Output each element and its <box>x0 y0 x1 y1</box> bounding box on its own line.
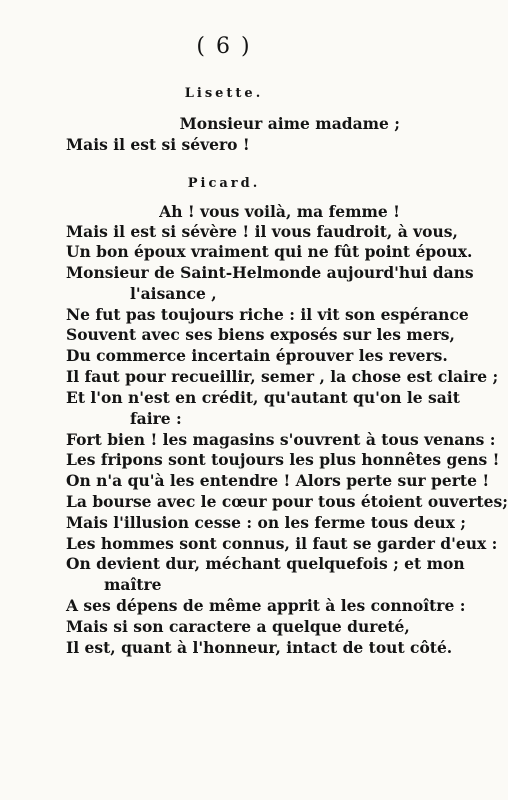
verse-line: Les fripons sont toujours les plus honnêtes gens ! <box>66 450 500 469</box>
verse-line: Il faut pour recueillir, semer , la chose est claire ; <box>66 367 499 386</box>
verse-line: Mais il est si sévero ! <box>66 135 250 154</box>
verse-line: La bourse avec le cœur pour tous étoient ouvertes; <box>66 492 508 511</box>
verse-line: Mais l'illusion cesse : on les ferme tous deux ; <box>66 513 466 532</box>
verse-line: Il est, quant à l'honneur, intact de tout côté. <box>66 638 453 657</box>
verse-line: Mais si son caractere a quelque dureté, <box>66 617 410 636</box>
verse-line: faire : <box>130 409 182 428</box>
verse-line: On n'a qu'à les entendre ! Alors perte sur perte ! <box>66 471 490 490</box>
verse-line: A ses dépens de même apprit à les connoître : <box>66 596 466 615</box>
verse-line: Un bon époux vraiment qui ne fût point époux. <box>66 242 473 261</box>
verse-line: Ne fut pas toujours riche : il vit son espérance <box>66 305 469 324</box>
verse-line: Les hommes sont connus, il faut se garder d'eux : <box>66 534 498 553</box>
verse-line: Mais il est si sévère ! il vous faudroit, à vous, <box>66 222 458 241</box>
verse-line: On devient dur, méchant quelquefois ; et mon <box>66 554 465 573</box>
verse-line: Souvent avec ses biens exposés sur les mers, <box>66 325 455 344</box>
verse-line: Fort bien ! les magasins s'ouvrent à tous venans : <box>66 430 496 449</box>
page-number: ( 6 ) <box>196 34 252 59</box>
speaker-name: Lisette. <box>184 86 264 101</box>
verse-line: Du commerce incertain éprouver les revers. <box>66 346 448 365</box>
verse-line: Monsieur aime madame ; <box>179 114 400 133</box>
verse-line: l'aisance , <box>130 284 217 303</box>
speaker-name: Picard. <box>187 176 261 191</box>
verse-line: maître <box>104 575 162 594</box>
verse-line: Et l'on n'est en crédit, qu'autant qu'on le sait <box>66 388 460 407</box>
verse-line: Ah ! vous voilà, ma femme ! <box>159 202 400 221</box>
verse-line: Monsieur de Saint-Helmonde aujourd'hui dans <box>66 263 474 282</box>
